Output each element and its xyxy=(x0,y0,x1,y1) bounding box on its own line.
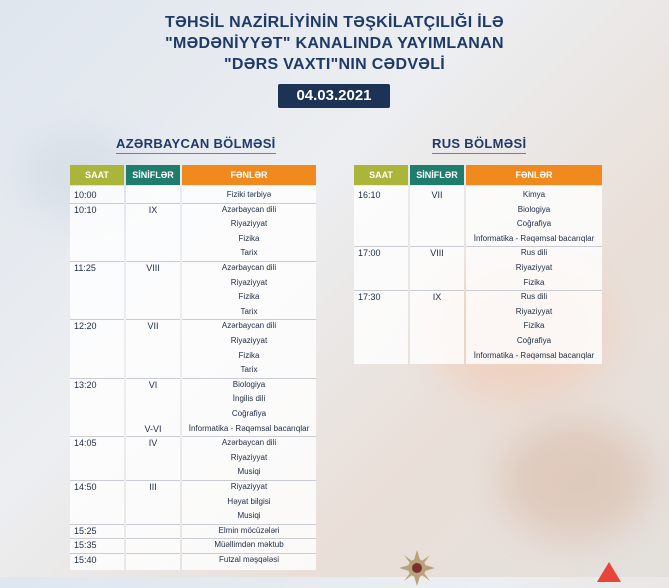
az-header-grades: SİNİFLƏR xyxy=(126,165,180,185)
az-row-subject: Tarix xyxy=(240,306,258,316)
title-line-2: "MƏDƏNİYYƏT" KANALINDA YAYIMLANAN xyxy=(165,35,504,52)
ru-header-subjects: FƏNLƏR xyxy=(466,165,602,185)
az-row-subject: Azərbaycan dili xyxy=(221,204,277,214)
az-row-time: 13:20 xyxy=(74,379,97,390)
az-row-subject: Futzal məşqələsi xyxy=(218,555,280,564)
az-row-subject: Coğrafiya xyxy=(231,409,267,418)
az-row-subject: Musiqi xyxy=(237,467,261,477)
az-row-time: 10:10 xyxy=(74,204,97,215)
az-row-subject: Müəllimdən məktub xyxy=(214,540,284,550)
az-row-grade: V-VI xyxy=(144,423,162,434)
ru-row-time: 17:30 xyxy=(358,292,381,303)
title-line-3: "DƏRS VAXTI"NIN CƏDVƏLİ xyxy=(223,56,446,73)
ru-col-grade-bg xyxy=(410,186,464,364)
az-row-time: 12:20 xyxy=(74,321,97,332)
background-blur xyxy=(500,420,650,540)
ru-header-grades: SİNİFLƏR xyxy=(410,165,464,185)
az-row-time: 15:35 xyxy=(74,540,97,551)
az-row-grade: IV xyxy=(148,438,158,449)
az-row-time: 14:05 xyxy=(74,438,97,449)
ru-row-subject: İnformatika - Rəqəmsal bacarıqlar xyxy=(473,350,595,360)
ru-col-time-bg xyxy=(354,186,408,364)
red-corner-mark xyxy=(597,562,621,582)
ru-row-subject: Fizika xyxy=(523,321,545,331)
az-row-grade: III xyxy=(149,482,157,492)
ru-row-subject: Coğrafiya xyxy=(516,336,552,345)
row-divider xyxy=(126,553,180,554)
ru-row-subject: Biologiya xyxy=(517,204,551,214)
az-row-subject: Riyaziyyat xyxy=(230,277,268,287)
az-row-subject: Musiqi xyxy=(237,511,261,521)
az-row-subject: Həyat bilgisi xyxy=(227,496,271,506)
az-row-subject: Fiziki tərbiyə xyxy=(226,190,272,199)
ru-row-grade: IX xyxy=(432,292,442,303)
az-row-grade: VI xyxy=(148,379,158,390)
az-row-grade: VII xyxy=(147,321,159,332)
az-row-subject: Fizika xyxy=(238,350,260,360)
ru-row-subject: Kimya xyxy=(522,190,546,199)
ru-row-subject: Riyaziyyat xyxy=(515,263,553,272)
date-badge: 04.03.2021 xyxy=(278,84,390,108)
az-row-subject: İngilis dili xyxy=(232,394,266,404)
az-row-time: 11:25 xyxy=(74,263,96,273)
az-row-subject: Tarix xyxy=(240,248,258,258)
az-row-grade: VIII xyxy=(146,263,160,273)
az-row-subject: Riyaziyyat xyxy=(230,336,268,345)
az-row-subject: Azərbaycan dili xyxy=(221,438,277,448)
ru-row-subject: Coğrafiya xyxy=(516,219,552,229)
ru-row-subject: İnformatika - Rəqəmsal bacarıqlar xyxy=(473,233,595,243)
page-title xyxy=(0,12,669,75)
az-row-subject: Riyaziyyat xyxy=(230,219,268,229)
az-row-grade: IX xyxy=(148,204,158,215)
az-row-time: 10:00 xyxy=(74,190,97,200)
az-row-subject: Biologiya xyxy=(232,379,266,389)
az-row-subject: Fizika xyxy=(238,292,260,302)
row-divider xyxy=(126,524,180,525)
ru-row-grade: VIII xyxy=(430,248,444,259)
ru-row-subject: Fizika xyxy=(523,277,545,287)
az-header-subjects: FƏNLƏR xyxy=(182,165,316,185)
az-row-time: 15:25 xyxy=(74,525,97,536)
ru-row-time: 17:00 xyxy=(358,248,381,259)
ru-row-subject: Rus dili xyxy=(520,248,548,258)
az-row-subject: Riyaziyyat xyxy=(230,452,268,462)
ru-row-grade: VII xyxy=(431,190,443,200)
az-row-time: 15:40 xyxy=(74,555,97,565)
az-row-subject: Elmin möcüzələri xyxy=(218,525,280,535)
az-row-subject: Tarix xyxy=(240,365,258,375)
ru-row-subject: Rus dili xyxy=(520,292,548,302)
az-row-subject: Fizika xyxy=(238,233,260,243)
emblem-icon xyxy=(397,548,437,588)
row-divider xyxy=(126,538,180,539)
ru-section-title: RUS BÖLMƏSİ xyxy=(432,136,526,154)
ru-row-subject: Riyaziyyat xyxy=(515,306,553,316)
az-header-time: SAAT xyxy=(70,165,124,185)
title-line-1: TƏHSİL NAZİRLİYİNİN TƏŞKİLATÇILIĞI İLƏ xyxy=(165,14,504,31)
az-section-title: AZƏRBAYCAN BÖLMƏSİ xyxy=(116,136,276,154)
az-row-time: 14:50 xyxy=(74,482,97,492)
az-row-subject: Azərbaycan dili xyxy=(221,263,277,272)
ru-row-time: 16:10 xyxy=(358,190,381,200)
ru-header-time: SAAT xyxy=(354,165,408,185)
az-row-subject: Azərbaycan dili xyxy=(221,321,277,331)
az-row-subject: Riyaziyyat xyxy=(230,482,268,491)
az-row-subject: İnformatika - Rəqəmsal bacarıqlar xyxy=(188,423,310,433)
